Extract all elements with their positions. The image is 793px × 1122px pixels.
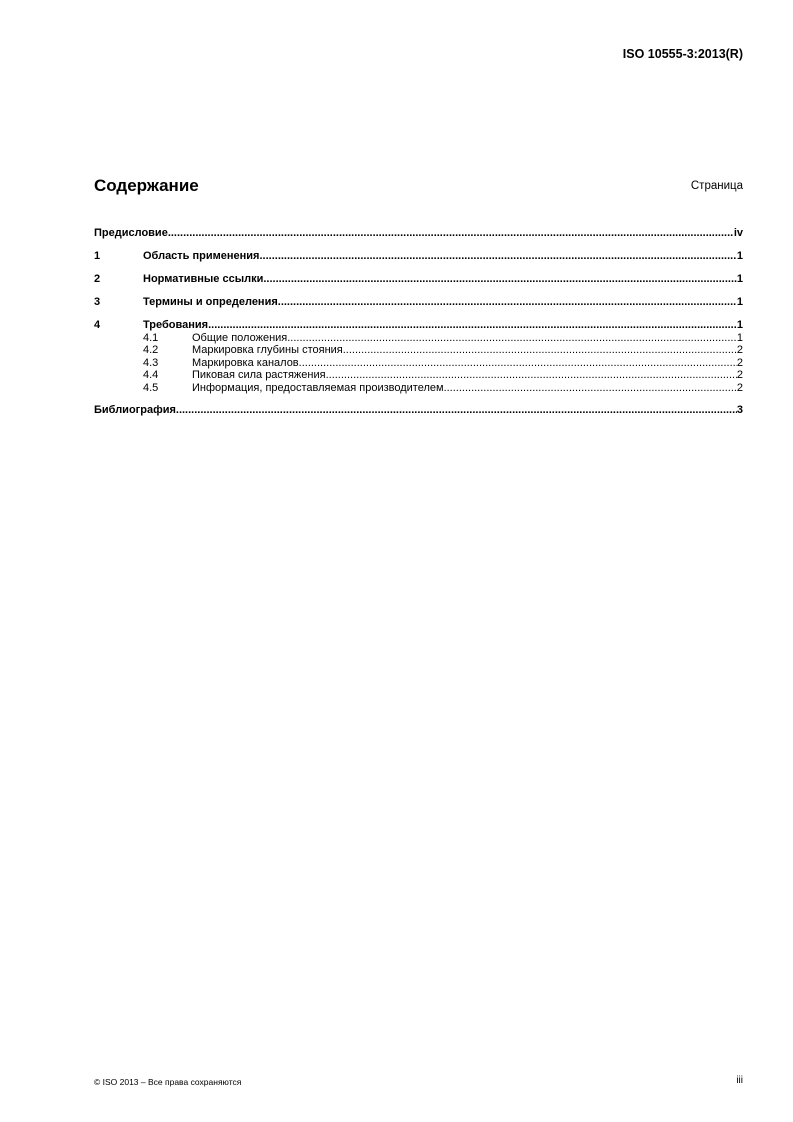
toc-entry-label: Библиография (94, 404, 176, 417)
toc-entry-number: 4.3 (143, 356, 159, 369)
toc-entry-label: Предисловие (94, 227, 168, 239)
toc-entry[interactable] (94, 319, 743, 332)
dot-leader (259, 250, 736, 263)
toc-entry[interactable] (94, 344, 743, 356)
page-number: iii (736, 1075, 743, 1086)
document-id: ISO 10555-3:2013(R) (622, 47, 743, 61)
toc-entry[interactable] (94, 332, 743, 344)
dot-leader (208, 319, 737, 332)
dot-leader (168, 227, 734, 240)
toc-entry-label: Область применения (143, 250, 260, 262)
toc-entry-page: 1 (736, 319, 743, 331)
toc-entry-number: 3 (94, 296, 101, 308)
toc-entry-label: Пиковая сила растяжения (192, 369, 326, 382)
toc-entry[interactable] (94, 357, 743, 369)
table-of-contents (94, 227, 743, 417)
toc-entry-number: 4.5 (143, 381, 159, 394)
toc-title: Содержание (94, 176, 199, 195)
toc-entry-page: 3 (736, 404, 743, 417)
toc-entry[interactable] (94, 369, 743, 381)
dot-leader (326, 369, 737, 381)
page-column-label: Страница (690, 180, 743, 192)
toc-entry-page: 2 (736, 381, 743, 394)
dot-leader (176, 404, 737, 417)
toc-entry[interactable] (94, 404, 743, 417)
dot-leader (263, 273, 737, 286)
toc-entry-page: 2 (736, 369, 743, 382)
toc-entry[interactable] (94, 250, 743, 263)
toc-entry-label: Маркировка каналов (192, 356, 299, 369)
toc-entry-label: Маркировка глубины стояния (192, 344, 343, 357)
dot-leader (299, 357, 737, 369)
toc-entry-page: 1 (736, 250, 743, 262)
toc-entry-label: Информация, предоставляемая производителем (192, 381, 444, 394)
toc-entry-page: 1 (736, 332, 743, 344)
toc-entry-page: 1 (736, 273, 743, 285)
toc-entry-label: Требования (143, 319, 209, 331)
toc-entry-number: 2 (94, 273, 101, 285)
dot-leader (343, 344, 737, 356)
toc-entry-page: iv (733, 227, 743, 239)
toc-entry-label: Общие положения (192, 332, 288, 344)
toc-entry-number: 4.2 (143, 344, 159, 357)
toc-entry-number: 4.1 (143, 332, 159, 344)
toc-entry[interactable] (94, 227, 743, 240)
toc-entry-page: 1 (736, 296, 743, 308)
copyright-notice: © ISO 2013 – Все права сохраняются (94, 1077, 242, 1087)
dot-leader (278, 296, 737, 309)
toc-entry-number: 1 (94, 250, 101, 262)
toc-entry[interactable] (94, 296, 743, 309)
toc-entry-number: 4 (94, 319, 101, 331)
toc-entry-number: 4.4 (143, 369, 159, 382)
toc-entry-page: 2 (736, 356, 743, 369)
dot-leader (444, 382, 737, 394)
toc-entry[interactable] (94, 382, 743, 394)
dot-leader (287, 332, 737, 344)
toc-entry-label: Нормативные ссылки (143, 273, 264, 285)
toc-entry[interactable] (94, 273, 743, 286)
toc-entry-page: 2 (736, 344, 743, 357)
toc-entry-label: Термины и определения (143, 296, 278, 308)
